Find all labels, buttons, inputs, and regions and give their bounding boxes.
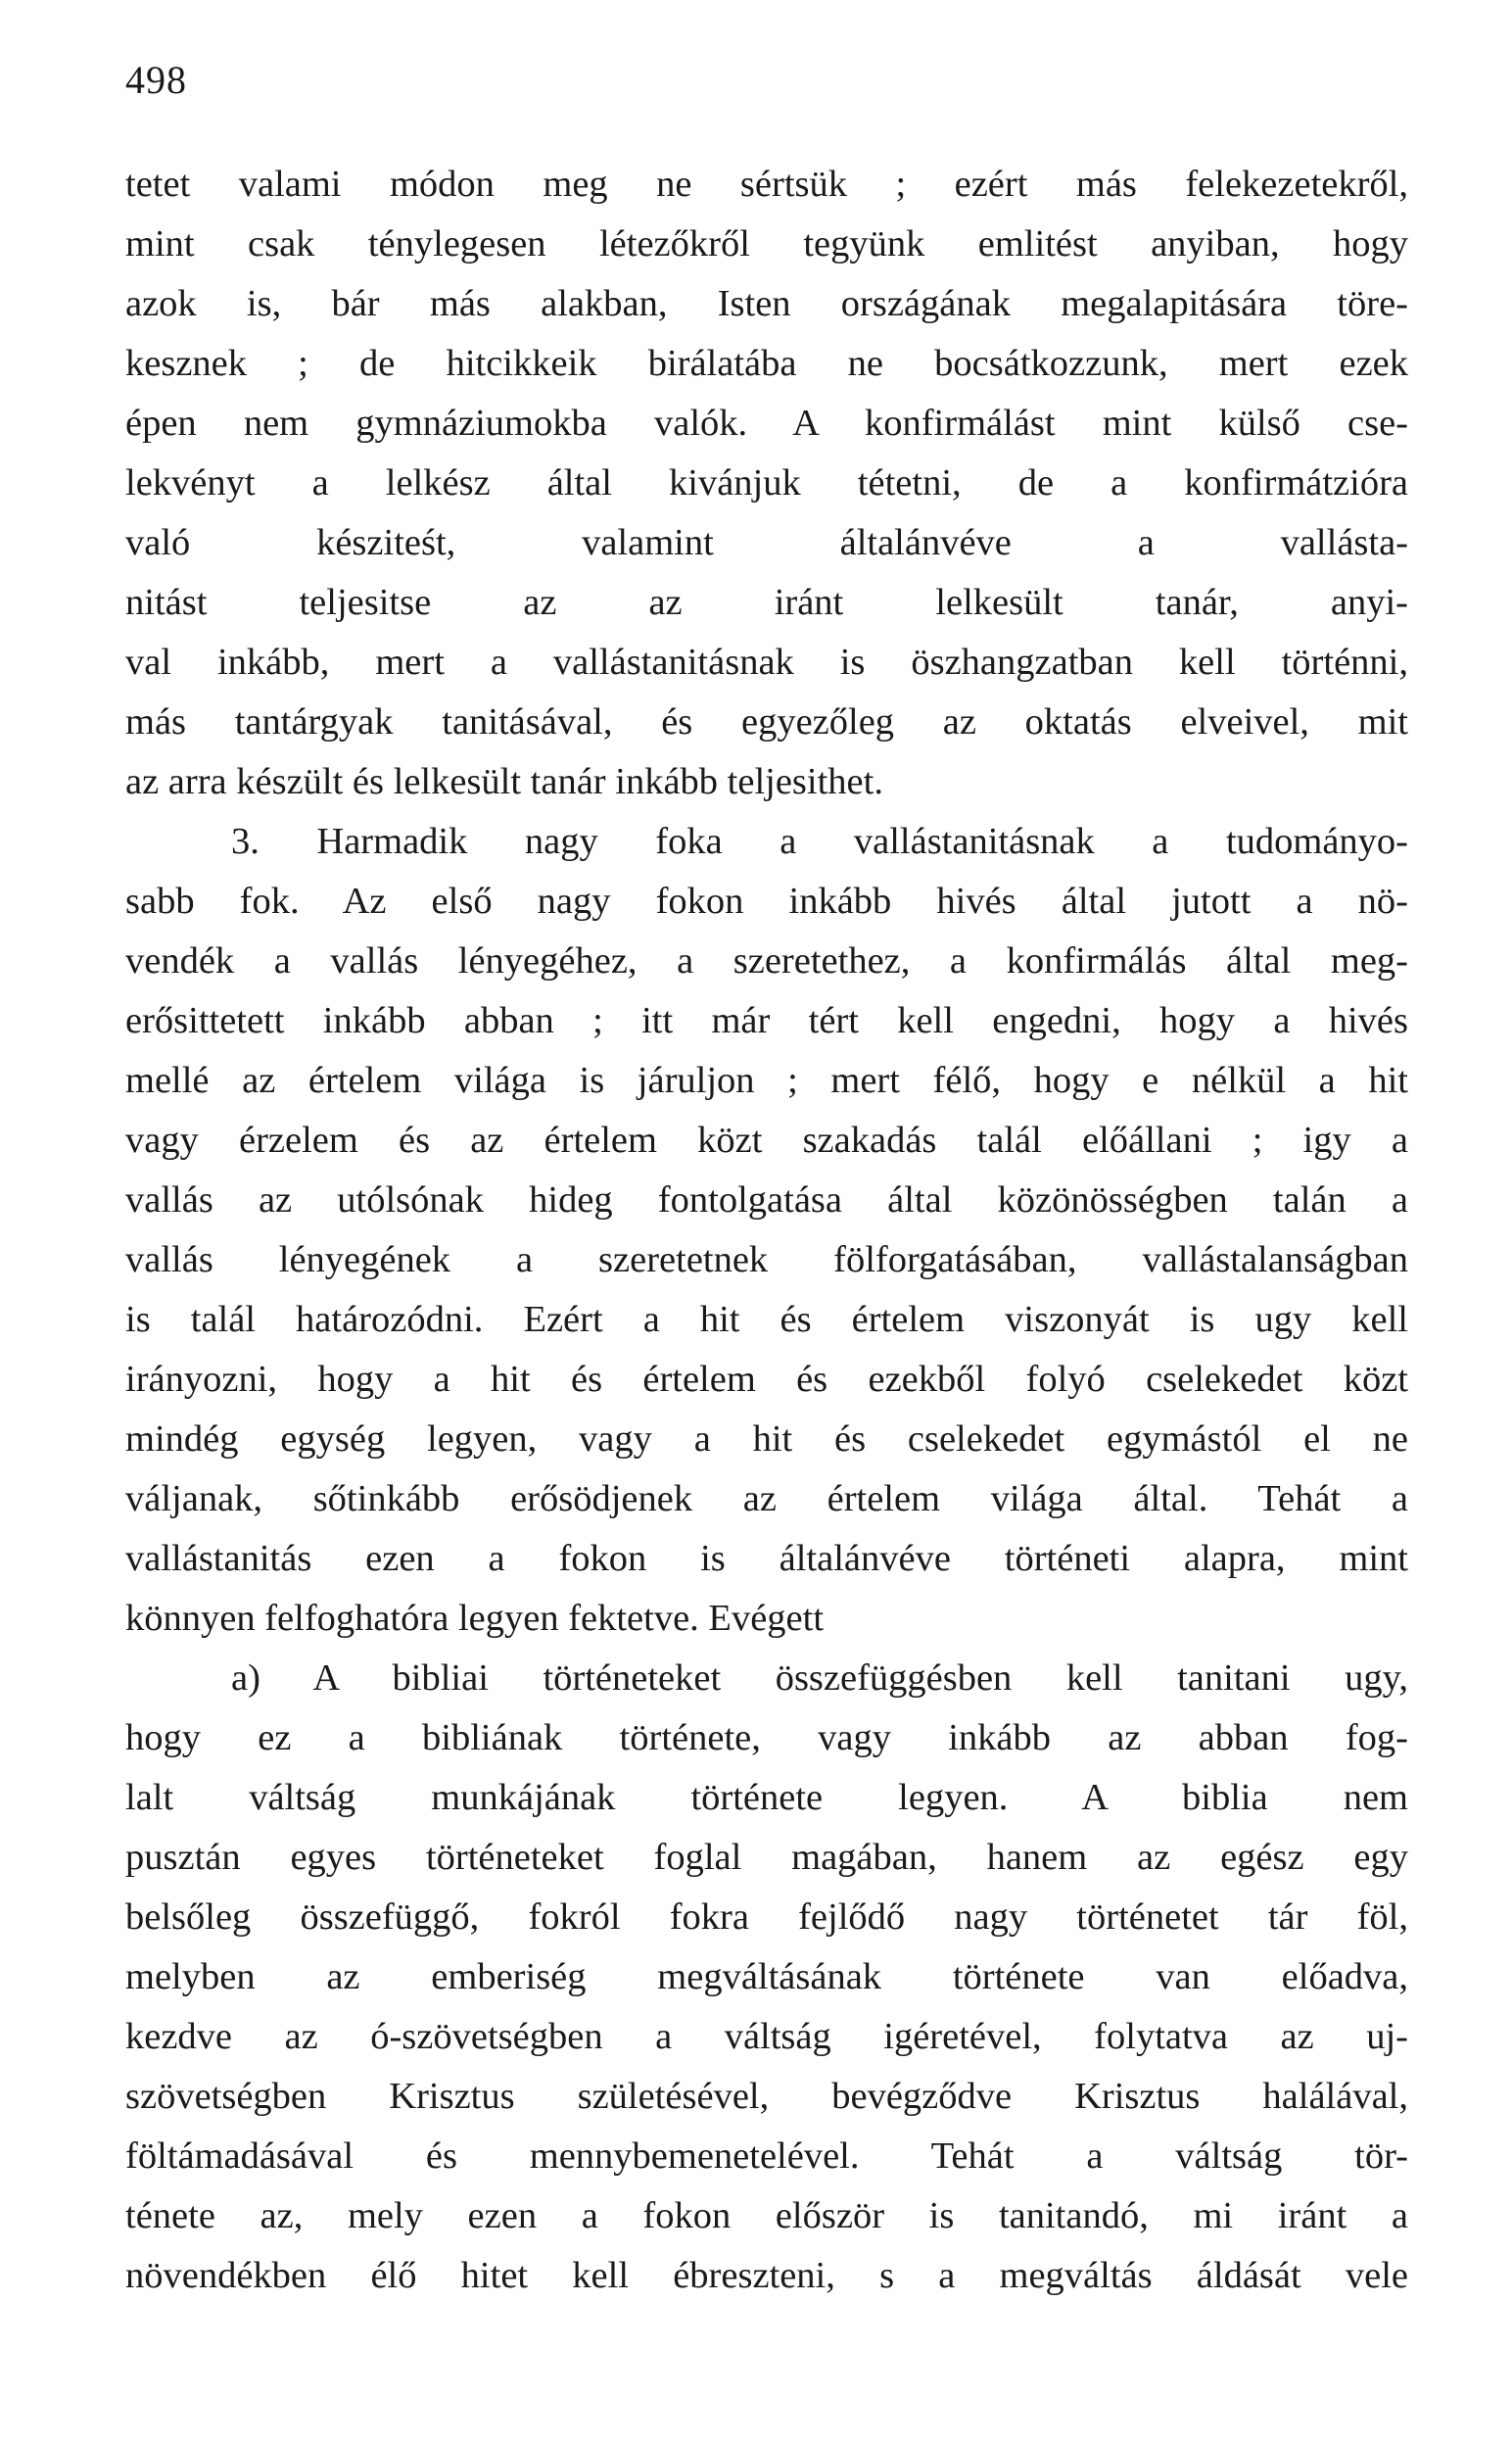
text-line: val inkább, mert a vallástanitásnak is öszhangzatban kell történni,: [125, 642, 1408, 683]
text-line: épen nem gymnáziumokba valók. A konfirmálást mint külső cse-: [125, 403, 1408, 444]
text-line: váljanak, sőtinkább erősödjenek az értelem világa által. Tehát a: [125, 1478, 1408, 1519]
text-line: is talál határozódni. Ezért a hit és értelem viszonyát is ugy kell: [125, 1299, 1408, 1340]
body-text: [125, 155, 1408, 2306]
text-line: növendékben élő hitet kell ébreszteni, s a megváltás áldását vele: [125, 2255, 1408, 2296]
text-line: vagy érzelem és az értelem közt szakadás talál előállani ; igy a: [125, 1120, 1408, 1161]
text-line: mindég egység legyen, vagy a hit és cselekedet egymástól el ne: [125, 1418, 1408, 1460]
text-line: kezdve az ó-szövetségben a váltság igéretével, folytatva az uj-: [125, 2016, 1408, 2057]
text-line: ténete az, mely ezen a fokon először is tanitandó, mi iránt a: [125, 2195, 1408, 2236]
text-line: melyben az emberiség megváltásának története van előadva,: [125, 1956, 1408, 1997]
text-line: föltámadásával és mennybemenetelével. Tehát a váltság tör-: [125, 2135, 1408, 2177]
text-line: mellé az értelem világa is járuljon ; mert félő, hogy e nélkül a hit: [125, 1060, 1408, 1101]
text-line: vallástanitás ezen a fokon is általánvéve történeti alapra, mint: [125, 1538, 1408, 1579]
text-line: az arra készült és lelkesült tanár inkább teljesithet.: [125, 761, 883, 802]
text-line: könnyen felfoghatóra legyen fektetve. Evégett: [125, 1598, 825, 1639]
text-line: pusztán egyes történeteket foglal magában, hanem az egész egy: [125, 1837, 1408, 1878]
text-line: erősittetett inkább abban ; itt már tért kell engedni, hogy a hivés: [125, 1000, 1408, 1041]
text-line: nitást teljesitse az az iránt lelkesült tanár, anyi-: [125, 582, 1408, 623]
text-line: tetet valami módon meg ne sértsük ; ezért más felekezetekről,: [125, 164, 1408, 205]
text-line: irányozni, hogy a hit és értelem és ezekből folyó cselekedet közt: [125, 1359, 1408, 1400]
text-line: lalt váltság munkájának története legyen. A biblia nem: [125, 1777, 1408, 1818]
text-line: hogy ez a bibliának története, vagy inkább az abban fog-: [125, 1717, 1408, 1758]
page-number: 498: [125, 58, 187, 102]
text-line-section-heading: 3. Harmadik nagy foka a vallástanitásnak a tudományo-: [231, 821, 1408, 862]
text-line: kesznek ; de hitcikkeik birálatába ne bocsátkozzunk, mert ezek: [125, 343, 1408, 384]
text-line: más tantárgyak tanitásával, és egyezőleg az oktatás elveivel, mit: [125, 701, 1408, 743]
text-line: vendék a vallás lényegéhez, a szeretethez, a konfirmálás által meg-: [125, 940, 1408, 982]
text-line: azok is, bár más alakban, Isten országának megalapitására töre-: [125, 283, 1408, 324]
text-line: vallás lényegének a szeretetnek fölforgatásában, vallástalanságban: [125, 1239, 1408, 1280]
text-line: belsőleg összefüggő, fokról fokra fejlődő nagy történetet tár föl,: [125, 1896, 1408, 1938]
text-line: mint csak ténylegesen létezőkről tegyünk emlitést anyiban, hogy: [125, 223, 1408, 264]
text-line: szövetségben Krisztus születésével, bevégződve Krisztus halálával,: [125, 2076, 1408, 2117]
text-line: vallás az utólsónak hideg fontolgatása által közönösségben talán a: [125, 1179, 1408, 1221]
text-line: lekvényt a lelkész által kivánjuk tétetni, de a konfirmátzióra: [125, 462, 1408, 504]
text-line: való késziteśt, valamint általánvéve a vallásta-: [125, 522, 1408, 563]
text-line-list-item: a) A bibliai történeteket összefüggésben kell tanitani ugy,: [231, 1657, 1408, 1699]
text-line: sabb fok. Az első nagy fokon inkább hivés által jutott a nö-: [125, 881, 1408, 922]
